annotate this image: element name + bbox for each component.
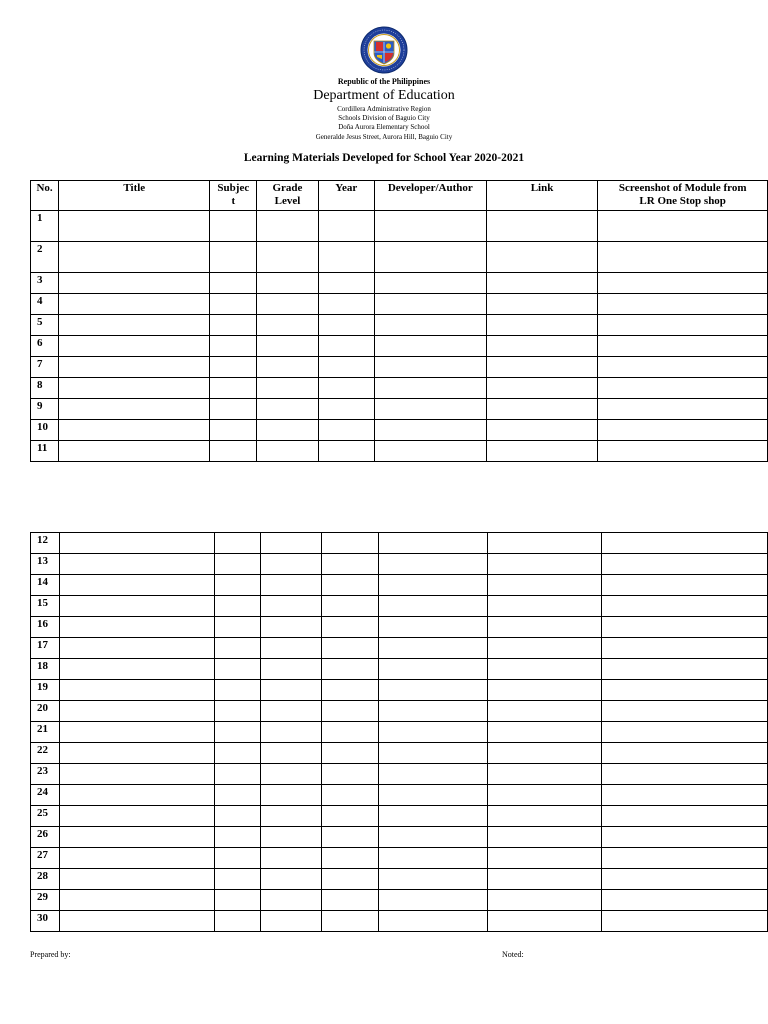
row-number: 12 [31, 533, 60, 554]
row-number: 30 [31, 911, 60, 932]
cell-grade-level[interactable] [260, 743, 321, 764]
cell-title[interactable] [59, 680, 214, 701]
prepared-by-label: Prepared by: [30, 950, 71, 959]
cell-screenshot[interactable] [602, 638, 768, 659]
cell-title[interactable] [59, 294, 210, 315]
cell-developer[interactable] [378, 869, 487, 890]
cell-developer[interactable] [378, 848, 487, 869]
cell-year[interactable] [322, 806, 379, 827]
table-row [31, 827, 768, 848]
cell-developer[interactable] [374, 315, 486, 336]
row-number: 1 [31, 211, 59, 242]
cell-developer[interactable] [374, 211, 486, 242]
row-number: 7 [31, 357, 59, 378]
cell-screenshot[interactable] [602, 554, 768, 575]
cell-link[interactable] [486, 378, 598, 399]
col-header-subject: Subjec t [210, 181, 257, 211]
cell-link[interactable] [488, 596, 602, 617]
cell-link[interactable] [488, 827, 602, 848]
cell-title[interactable] [59, 869, 214, 890]
cell-link[interactable] [488, 806, 602, 827]
table-row [31, 211, 768, 242]
cell-grade-level[interactable] [260, 869, 321, 890]
table-row [31, 273, 768, 294]
cell-title[interactable] [59, 638, 214, 659]
cell-link[interactable] [488, 785, 602, 806]
cell-grade-level[interactable] [260, 701, 321, 722]
col-header-grade-level: Grade Level [257, 181, 318, 211]
cell-developer[interactable] [374, 420, 486, 441]
cell-subject[interactable] [210, 399, 257, 420]
cell-subject[interactable] [210, 242, 257, 273]
cell-title[interactable] [59, 554, 214, 575]
cell-grade-level[interactable] [260, 890, 321, 911]
cell-title[interactable] [59, 441, 210, 462]
cell-developer[interactable] [378, 554, 487, 575]
cell-grade-level[interactable] [260, 764, 321, 785]
table-row [31, 911, 768, 932]
row-number: 16 [31, 617, 60, 638]
cell-grade-level[interactable] [260, 596, 321, 617]
cell-developer[interactable] [378, 722, 487, 743]
row-number: 26 [31, 827, 60, 848]
cell-link[interactable] [488, 554, 602, 575]
table-row [31, 399, 768, 420]
cell-year[interactable] [318, 420, 374, 441]
row-number: 19 [31, 680, 60, 701]
cell-grade-level[interactable] [260, 617, 321, 638]
cell-title[interactable] [59, 378, 210, 399]
cell-link[interactable] [486, 336, 598, 357]
cell-link[interactable] [488, 848, 602, 869]
cell-title[interactable] [59, 806, 214, 827]
school-line: Doña Aurora Elementary School [338, 123, 430, 131]
cell-year[interactable] [322, 575, 379, 596]
cell-subject[interactable] [214, 911, 260, 932]
cell-subject[interactable] [214, 575, 260, 596]
cell-title[interactable] [59, 420, 210, 441]
cell-subject[interactable] [214, 701, 260, 722]
row-number: 28 [31, 869, 60, 890]
cell-screenshot[interactable] [602, 827, 768, 848]
cell-developer[interactable] [374, 357, 486, 378]
materials-table-part-2 [30, 532, 768, 932]
table-row [31, 336, 768, 357]
cell-grade-level[interactable] [257, 273, 318, 294]
cell-grade-level[interactable] [257, 315, 318, 336]
row-number: 2 [31, 242, 59, 273]
cell-title[interactable] [59, 785, 214, 806]
row-number: 9 [31, 399, 59, 420]
cell-screenshot[interactable] [602, 533, 768, 554]
department-name: Department of Education [313, 88, 455, 103]
cell-year[interactable] [318, 211, 374, 242]
cell-subject[interactable] [210, 273, 257, 294]
cell-year[interactable] [322, 911, 379, 932]
cell-developer[interactable] [378, 827, 487, 848]
cell-subject[interactable] [214, 533, 260, 554]
col-header-title: Title [59, 181, 210, 211]
cell-screenshot[interactable] [598, 315, 768, 336]
row-number: 29 [31, 890, 60, 911]
cell-developer[interactable] [374, 273, 486, 294]
row-number: 25 [31, 806, 60, 827]
cell-link[interactable] [486, 211, 598, 242]
cell-developer[interactable] [378, 680, 487, 701]
cell-subject[interactable] [210, 315, 257, 336]
row-number: 14 [31, 575, 60, 596]
cell-link[interactable] [488, 764, 602, 785]
table-row [31, 357, 768, 378]
cell-title[interactable] [59, 575, 214, 596]
cell-title[interactable] [59, 701, 214, 722]
cell-subject[interactable] [210, 420, 257, 441]
cell-year[interactable] [322, 533, 379, 554]
cell-screenshot[interactable] [602, 848, 768, 869]
cell-link[interactable] [488, 575, 602, 596]
col-header-link: Link [486, 181, 598, 211]
cell-developer[interactable] [378, 785, 487, 806]
cell-screenshot[interactable] [602, 890, 768, 911]
cell-title[interactable] [59, 827, 214, 848]
cell-year[interactable] [318, 441, 374, 462]
cell-developer[interactable] [374, 242, 486, 273]
cell-year[interactable] [318, 294, 374, 315]
table-row [31, 659, 768, 680]
table-row [31, 533, 768, 554]
cell-year[interactable] [322, 764, 379, 785]
cell-subject[interactable] [214, 890, 260, 911]
address-line: Generalde Jesus Street, Aurora Hill, Baguio City [315, 133, 453, 141]
cell-title[interactable] [59, 533, 214, 554]
cell-screenshot[interactable] [602, 701, 768, 722]
cell-grade-level[interactable] [257, 211, 318, 242]
cell-developer[interactable] [378, 911, 487, 932]
cell-title[interactable] [59, 273, 210, 294]
cell-screenshot[interactable] [602, 575, 768, 596]
cell-title[interactable] [59, 890, 214, 911]
table-row [31, 638, 768, 659]
cell-screenshot[interactable] [598, 294, 768, 315]
cell-subject[interactable] [214, 848, 260, 869]
cell-developer[interactable] [378, 701, 487, 722]
cell-subject[interactable] [214, 659, 260, 680]
republic-line: Republic of the Philippines [337, 77, 431, 86]
cell-screenshot[interactable] [598, 441, 768, 462]
cell-screenshot[interactable] [602, 869, 768, 890]
cell-year[interactable] [322, 617, 379, 638]
cell-title[interactable] [59, 764, 214, 785]
cell-link[interactable] [488, 701, 602, 722]
cell-link[interactable] [488, 869, 602, 890]
cell-link[interactable] [488, 743, 602, 764]
row-number: 24 [31, 785, 60, 806]
cell-year[interactable] [322, 554, 379, 575]
cell-developer[interactable] [378, 743, 487, 764]
cell-screenshot[interactable] [602, 911, 768, 932]
cell-link[interactable] [486, 294, 598, 315]
cell-subject[interactable] [214, 869, 260, 890]
region-line: Cordillera Administrative Region [337, 105, 431, 113]
cell-year[interactable] [318, 378, 374, 399]
cell-developer[interactable] [378, 617, 487, 638]
table-row [31, 315, 768, 336]
cell-link[interactable] [486, 273, 598, 294]
cell-year[interactable] [322, 848, 379, 869]
row-number: 8 [31, 378, 59, 399]
cell-subject[interactable] [210, 357, 257, 378]
table-row [31, 294, 768, 315]
col-header-screenshot: Screenshot of Module from LR One Stop shop [598, 181, 768, 211]
deped-seal-logo [360, 26, 408, 74]
table-row [31, 242, 768, 273]
row-number: 4 [31, 294, 59, 315]
cell-title[interactable] [59, 596, 214, 617]
cell-subject[interactable] [210, 378, 257, 399]
cell-link[interactable] [488, 911, 602, 932]
cell-screenshot[interactable] [598, 399, 768, 420]
row-number: 6 [31, 336, 59, 357]
cell-title[interactable] [59, 722, 214, 743]
cell-link[interactable] [488, 638, 602, 659]
cell-year[interactable] [318, 315, 374, 336]
cell-subject[interactable] [210, 211, 257, 242]
cell-year[interactable] [318, 399, 374, 420]
cell-grade-level[interactable] [260, 680, 321, 701]
cell-subject[interactable] [214, 785, 260, 806]
cell-subject[interactable] [214, 743, 260, 764]
cell-subject[interactable] [210, 336, 257, 357]
cell-grade-level[interactable] [260, 659, 321, 680]
cell-subject[interactable] [210, 294, 257, 315]
table-row [31, 554, 768, 575]
cell-grade-level[interactable] [260, 785, 321, 806]
cell-title[interactable] [59, 848, 214, 869]
row-number: 10 [31, 420, 59, 441]
cell-subject[interactable] [214, 764, 260, 785]
cell-year[interactable] [322, 659, 379, 680]
table-row [31, 701, 768, 722]
row-number: 3 [31, 273, 59, 294]
cell-grade-level[interactable] [257, 441, 318, 462]
table-row [31, 890, 768, 911]
table-row [31, 806, 768, 827]
table-row [31, 617, 768, 638]
cell-developer[interactable] [374, 336, 486, 357]
cell-year[interactable] [322, 596, 379, 617]
cell-developer[interactable] [378, 764, 487, 785]
cell-title[interactable] [59, 211, 210, 242]
cell-title[interactable] [59, 315, 210, 336]
cell-subject[interactable] [214, 638, 260, 659]
cell-grade-level[interactable] [260, 827, 321, 848]
cell-grade-level[interactable] [257, 399, 318, 420]
materials-table-part-1 [30, 180, 768, 462]
cell-grade-level[interactable] [260, 722, 321, 743]
cell-developer[interactable] [374, 399, 486, 420]
cell-title[interactable] [59, 336, 210, 357]
cell-year[interactable] [322, 827, 379, 848]
cell-screenshot[interactable] [602, 743, 768, 764]
table-row [31, 596, 768, 617]
cell-link[interactable] [488, 659, 602, 680]
cell-screenshot[interactable] [598, 242, 768, 273]
cell-screenshot[interactable] [598, 420, 768, 441]
division-line: Schools Division of Baguio City [338, 114, 430, 122]
table-row [31, 764, 768, 785]
cell-title[interactable] [59, 399, 210, 420]
cell-screenshot[interactable] [602, 764, 768, 785]
cell-subject[interactable] [214, 554, 260, 575]
cell-grade-level[interactable] [260, 554, 321, 575]
cell-year[interactable] [318, 336, 374, 357]
table-row [31, 785, 768, 806]
cell-grade-level[interactable] [260, 575, 321, 596]
cell-year[interactable] [322, 701, 379, 722]
cell-grade-level[interactable] [257, 336, 318, 357]
col-header-no: No. [31, 181, 59, 211]
cell-screenshot[interactable] [602, 785, 768, 806]
cell-screenshot[interactable] [598, 357, 768, 378]
cell-link[interactable] [488, 617, 602, 638]
cell-year[interactable] [318, 357, 374, 378]
cell-year[interactable] [318, 242, 374, 273]
table-row [31, 420, 768, 441]
cell-subject[interactable] [214, 827, 260, 848]
cell-screenshot[interactable] [602, 806, 768, 827]
table-row [31, 848, 768, 869]
cell-screenshot[interactable] [602, 659, 768, 680]
row-number: 18 [31, 659, 60, 680]
cell-grade-level[interactable] [260, 806, 321, 827]
cell-developer[interactable] [374, 294, 486, 315]
cell-grade-level[interactable] [257, 294, 318, 315]
cell-screenshot[interactable] [598, 273, 768, 294]
cell-title[interactable] [59, 743, 214, 764]
row-number: 13 [31, 554, 60, 575]
cell-link[interactable] [486, 315, 598, 336]
cell-grade-level[interactable] [260, 848, 321, 869]
cell-developer[interactable] [374, 378, 486, 399]
cell-grade-level[interactable] [260, 911, 321, 932]
cell-grade-level[interactable] [257, 420, 318, 441]
row-number: 21 [31, 722, 60, 743]
cell-link[interactable] [488, 890, 602, 911]
row-number: 15 [31, 596, 60, 617]
cell-developer[interactable] [378, 533, 487, 554]
row-number: 11 [31, 441, 59, 462]
cell-subject[interactable] [214, 680, 260, 701]
cell-subject[interactable] [214, 617, 260, 638]
cell-title[interactable] [59, 617, 214, 638]
cell-year[interactable] [322, 890, 379, 911]
cell-year[interactable] [322, 785, 379, 806]
cell-grade-level[interactable] [260, 638, 321, 659]
table-row [31, 743, 768, 764]
cell-year[interactable] [318, 273, 374, 294]
cell-developer[interactable] [378, 890, 487, 911]
cell-developer[interactable] [378, 638, 487, 659]
cell-grade-level[interactable] [257, 378, 318, 399]
row-number: 22 [31, 743, 60, 764]
cell-grade-level[interactable] [257, 357, 318, 378]
cell-developer[interactable] [378, 659, 487, 680]
cell-subject[interactable] [214, 596, 260, 617]
row-number: 5 [31, 315, 59, 336]
table-row [31, 441, 768, 462]
table-row [31, 680, 768, 701]
cell-developer[interactable] [374, 441, 486, 462]
row-number: 17 [31, 638, 60, 659]
cell-screenshot[interactable] [598, 378, 768, 399]
row-number: 27 [31, 848, 60, 869]
cell-screenshot[interactable] [598, 336, 768, 357]
cell-year[interactable] [322, 638, 379, 659]
col-header-developer: Developer/Author [374, 181, 486, 211]
cell-screenshot[interactable] [602, 596, 768, 617]
cell-link[interactable] [488, 680, 602, 701]
cell-year[interactable] [322, 743, 379, 764]
cell-screenshot[interactable] [598, 211, 768, 242]
cell-link[interactable] [488, 722, 602, 743]
cell-developer[interactable] [378, 596, 487, 617]
table-row [31, 575, 768, 596]
cell-year[interactable] [322, 722, 379, 743]
table-row [31, 722, 768, 743]
table-row [31, 869, 768, 890]
cell-title[interactable] [59, 357, 210, 378]
document-title: Learning Materials Developed for School Year 2020-2021 [243, 152, 525, 164]
cell-link[interactable] [486, 357, 598, 378]
cell-screenshot[interactable] [602, 722, 768, 743]
col-header-year: Year [318, 181, 374, 211]
cell-title[interactable] [59, 659, 214, 680]
cell-title[interactable] [59, 911, 214, 932]
cell-developer[interactable] [378, 806, 487, 827]
cell-link[interactable] [486, 399, 598, 420]
cell-link[interactable] [486, 242, 598, 273]
cell-link[interactable] [486, 441, 598, 462]
cell-subject[interactable] [214, 806, 260, 827]
cell-developer[interactable] [378, 575, 487, 596]
cell-grade-level[interactable] [257, 242, 318, 273]
cell-grade-level[interactable] [260, 533, 321, 554]
cell-link[interactable] [486, 420, 598, 441]
noted-label: Noted: [502, 950, 524, 959]
cell-screenshot[interactable] [602, 680, 768, 701]
row-number: 23 [31, 764, 60, 785]
cell-year[interactable] [322, 680, 379, 701]
row-number: 20 [31, 701, 60, 722]
cell-link[interactable] [488, 533, 602, 554]
table-row [31, 378, 768, 399]
cell-year[interactable] [322, 869, 379, 890]
cell-title[interactable] [59, 242, 210, 273]
cell-subject[interactable] [210, 441, 257, 462]
cell-subject[interactable] [214, 722, 260, 743]
table-header-row [31, 181, 768, 211]
cell-screenshot[interactable] [602, 617, 768, 638]
